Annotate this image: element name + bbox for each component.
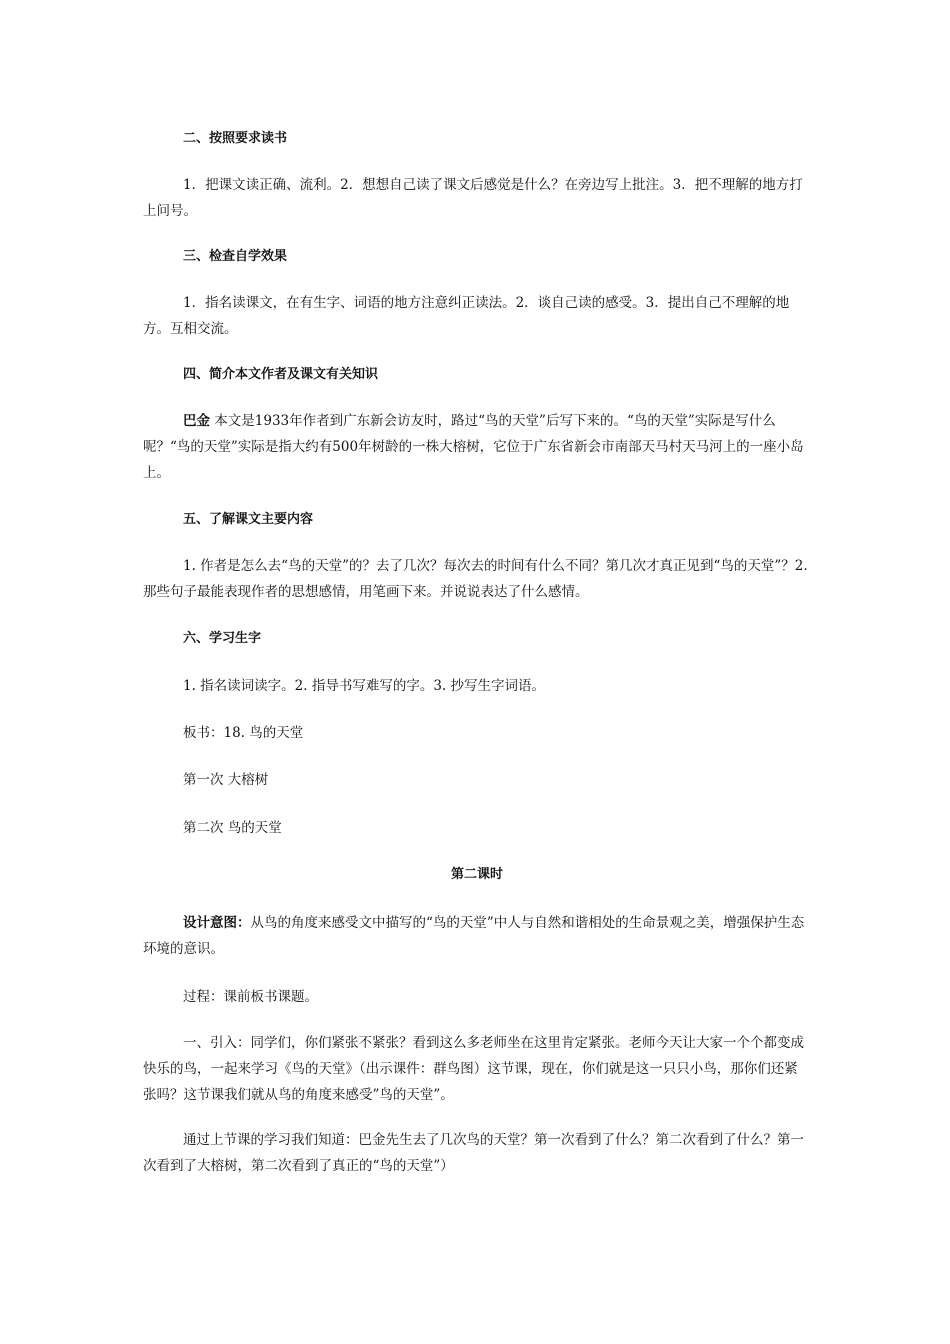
board-line-first: 第一次 大榕树	[183, 772, 269, 788]
lesson-two-title: 第二课时	[450, 867, 503, 882]
author-intro-text: 本文是1933年作者到广东新会访友时，路过“鸟的天堂”后写下来的。“鸟的天堂”实际是写什么呢？“鸟的天堂”实际是指大约有500年树龄的一株大榕树，它位于广东省新会市南部天马村天马河上的一座小岛上。	[143, 413, 804, 481]
section-heading-check-self-study: 三、检查自学效果	[183, 249, 288, 264]
section-heading-read-book: 二、按照要求读书	[183, 131, 288, 146]
board-title: 板书：18. 鸟的天堂	[183, 725, 304, 741]
section-heading-learn-characters: 六、学习生字	[183, 631, 262, 646]
section-heading-main-content: 五、了解课文主要内容	[183, 512, 314, 527]
board-line-second: 第二次 鸟的天堂	[183, 820, 282, 836]
section-heading-author-intro: 四、简介本文作者及课文有关知识	[183, 367, 379, 382]
design-intent-text: 从鸟的角度来感受文中描写的“鸟的天堂”中人与自然和谐相处的生命景观之美，增强保护生态环境的意识。	[143, 915, 805, 957]
section-body-check-self-study: 1．指名读课文，在有生字、词语的地方注意纠正读法。2．谈自己读的感受。3．提出自己不理解的地方。互相交流。	[143, 295, 790, 337]
author-name: 巴金	[183, 413, 210, 429]
section-body-main-content: 1. 作者是怎么去“鸟的天堂”的？去了几次？每次去的时间有什么不同？第几次才真正见到“鸟的天堂”？2. 那些句子最能表现作者的思想感情，用笔画下来。并说说表达了什么感情。	[143, 558, 808, 600]
design-intent	[143, 910, 811, 962]
intro-paragraph: 一、引入：同学们，你们紧张不紧张？看到这么多老师坐在这里肯定紧张。老师今天让大家一个个都变成快乐的鸟，一起来学习《鸟的天堂》（出示课件：群鸟图）这节课，现在，你们就是这一只只小鸟，那你们还紧张吗？这节课我们就从鸟的角度来感受”鸟的天堂”。	[143, 1035, 804, 1103]
design-intent-label: 设计意图：	[183, 915, 251, 931]
section-body-learn-characters: 1. 指名读词读字。2. 指导书写难写的字。3. 抄写生字词语。	[183, 678, 546, 694]
recap-paragraph: 通过上节课的学习我们知道：巴金先生去了几次鸟的天堂？第一次看到了什么？第二次看到了什么？第一次看到了大榕树，第二次看到了真正的“鸟的天堂”）	[143, 1132, 804, 1174]
section-body-read-book: 1．把课文读正确、流利。2．想想自己读了课文后感觉是什么？在旁边写上批注。3．把不理解的地方打上问号。	[143, 177, 803, 219]
process-line: 过程：课前板书课题。	[183, 989, 318, 1005]
section-body-author-intro	[143, 408, 811, 486]
